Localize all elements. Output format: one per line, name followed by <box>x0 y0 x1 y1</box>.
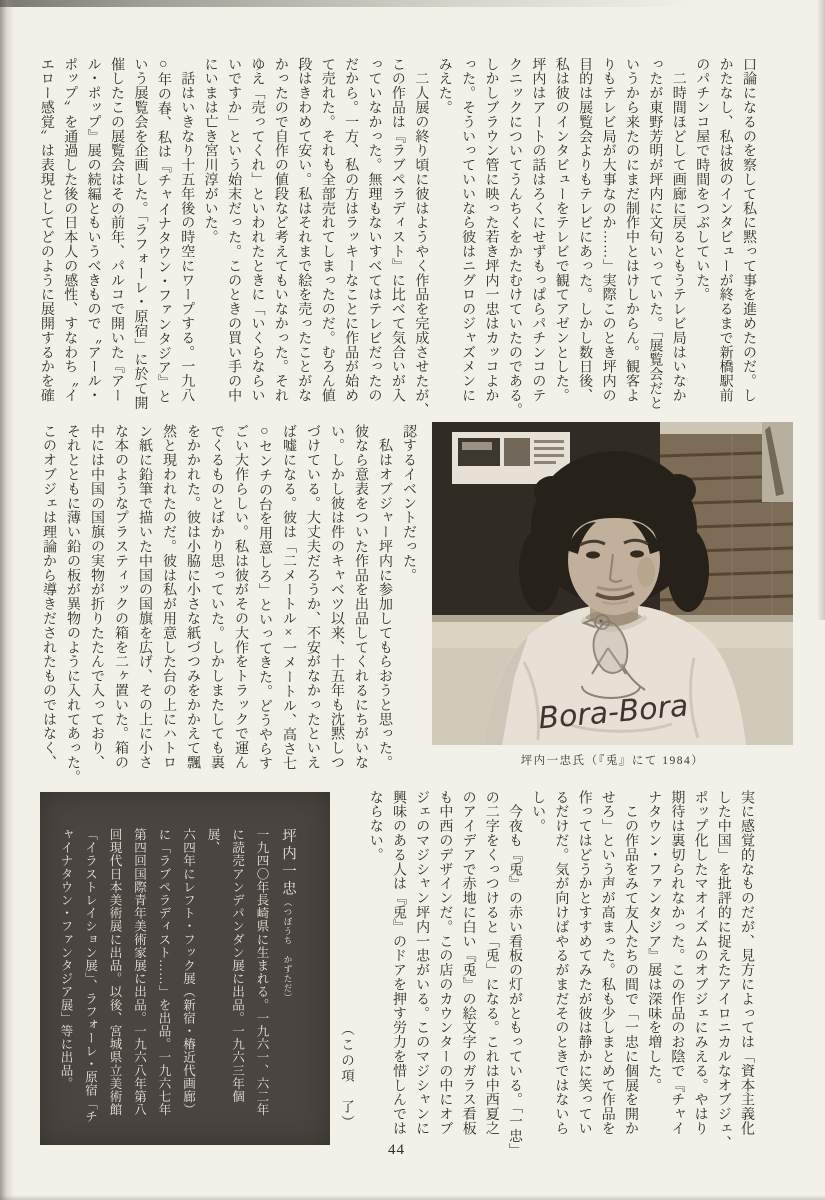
page-number: 44 <box>388 1142 405 1158</box>
text-line: ゆえ「売ってくれ」といわれたときに「いくらならい <box>249 57 265 403</box>
bio-line: 回現代日本美術展に出品。以後、宮城県立美術館 <box>108 828 122 1117</box>
text-line: りもテレビ局が大事なのか……」実際このとき坪内の <box>600 57 616 403</box>
text-line: ン紙に鉛筆で描いた中国の国旗を広げ、その上に小さ <box>137 424 152 770</box>
text-line: ル・ポップ』展の続編ともいうべきもので〝アール・ <box>85 57 101 403</box>
bio-name: 坪内一忠 <box>280 828 296 898</box>
bio-line: 「イラストレイション展」、ラフォーレ・原宿「チ <box>83 828 98 1124</box>
text-line: い。しかし彼は件のキャベツ以来、十五年も沈黙しつ <box>329 424 344 770</box>
text-line: せろ」という声が高まった。私も少しまとめて作品を <box>599 790 615 1136</box>
text-line: をかかれた。彼は小脇に小さな紙づつみをかかえて飄 <box>185 424 200 770</box>
text-line: この作品は『ラブペラディスト』に比べて気合いが入 <box>389 57 405 403</box>
text-line: 彼なら意表をついた作品を出品してくれるにちがいな <box>353 424 368 770</box>
text-line: 興味のある人は『兎』のドアを押す労力を惜しんでは <box>390 790 406 1136</box>
text-line: 然と現われたのだ。彼は私が用意した台の上にハトロ <box>161 424 176 770</box>
text-line: 中には中国の国旗の実物が折りたたんで入っており、 <box>89 424 104 770</box>
article-top-block <box>33 57 760 419</box>
photo-caption: 坪内一忠氏（『兎』にて 1984） <box>520 755 705 767</box>
text-line: な本のようなプラスティックの箱を二ヶ置いた。箱の <box>113 424 128 770</box>
text-line: クニックについてうんちくをかたむけていたのである。 <box>506 57 522 417</box>
text-line: このオブジェは理論から導きだされたものではなく、 <box>41 424 56 770</box>
bio-line: 第四回国際青年美術家展に出品。一九六八年第八 <box>132 828 147 1117</box>
article-middle-block <box>36 424 420 786</box>
text-line: 私は彼のインタビューをテレビで観てアゼンとした。 <box>553 57 569 403</box>
text-line: 二人展の終り頃に彼はようやく作品を完成させたが、 <box>413 57 429 417</box>
text-line: づけている。大丈夫だろうか、不安がなかったといえ <box>305 424 320 770</box>
text-line: ば嘘になる。彼は「二メートル×一メートル、高さ七 <box>281 424 296 771</box>
text-line: みえた。 <box>436 57 452 115</box>
text-line: だから。一方、私の方はラッキーなことに作品が始め <box>343 57 359 403</box>
text-line: 話はいきなり十五年後の時空にワープする。一九八 <box>179 57 195 403</box>
text-line: した中国」を批評的に捉えたアイロニカルなオブジェ、 <box>715 790 731 1150</box>
text-line: 今夜も『兎』の赤い看板の灯がともっている。「一忠」 <box>506 790 522 1158</box>
bio-line: ャイナタウン・ファンタジア展」等に出品。 <box>59 828 73 1090</box>
bio-furigana: （つぼうち かずただ） <box>283 898 293 1003</box>
text-line: も中西のデザインだ。この店のカウンターの中にオブ <box>437 790 453 1136</box>
bio-line: に読売アンデパンダン展に出品。一九六三年個展、 <box>206 828 245 1104</box>
article-bottom-block <box>364 790 758 1158</box>
text-line: るだけだ。気が向けばやるがまだそのときではないら <box>553 790 569 1136</box>
text-line: ポップ〟を通過した後の日本人の感性、すなわち〝イ <box>62 57 78 403</box>
bio-box <box>40 792 330 1145</box>
bio-text <box>59 828 302 1128</box>
text-line: にいまは亡き宮川淳がいた。 <box>202 57 218 245</box>
text-line: のアイデアで赤地に白い『兎』の絵文字のガラス看板 <box>460 790 476 1136</box>
text-line: 催したこの展覧会はその前年、パルコで開いた『アー <box>109 57 125 403</box>
text-line: いですか」という始末だった。このときの買い手の中 <box>226 57 242 403</box>
bio-header <box>274 828 302 1128</box>
text-line: 私はオブジャー坪内に参加してもらおうと思った。 <box>377 424 392 770</box>
text-line: それとともに薄い鉛の板が異物のように入れてあった。 <box>65 424 80 784</box>
text-line: ポップ化したマオイズムのオブジェにみえる。やはり <box>692 790 708 1136</box>
text-line: 段はきわめて安い。私はそれまで絵を売ったことがな <box>296 57 312 403</box>
text-line: 口論になるのを察して私に黙って事を進めたのだ。し <box>741 57 756 403</box>
scan-edge-bottom <box>0 1195 825 1200</box>
text-line: 実に感覚的なものだが、見方によっては「資本主義化 <box>739 790 754 1136</box>
text-line: でくるものとばかり思っていた。しかしまたしても裏 <box>209 424 224 770</box>
section-end-mark: （この項 了） <box>339 1022 354 1131</box>
shirt-text: Bora-Bora <box>537 688 690 737</box>
scan-edge-left <box>0 0 14 1200</box>
photo-image <box>432 422 793 745</box>
text-line: っていなかった。無理もないすべてはテレビだったの <box>366 57 382 403</box>
text-line: ○年の春、私は『チャイナタウン・ファンタジア』と <box>155 57 171 404</box>
text-line: ごい大作らしい。私は彼がその大作をトラックで運ん <box>233 424 248 770</box>
scan-edge-right <box>817 0 825 620</box>
text-line: かったので自作の値段など考えてもいなかった。それ <box>272 57 288 403</box>
text-line: いうから来たのにまだ制作中とはけしからん。観客よ <box>623 57 639 403</box>
text-line: 目的は展覧会よりもテレビにあった。しかし数日後、 <box>577 57 593 403</box>
text-line: しい。 <box>530 790 546 834</box>
text-line: った。そういっていいなら彼はニグロのジャズメンに <box>460 57 476 403</box>
text-line: て売れた。それも全部売れてしまったのだ。むろん値 <box>319 57 335 403</box>
text-line: 作ってはどうかとすすめてみたが彼は静かに笑ってい <box>576 790 592 1136</box>
text-line: 期待は裏切られなかった。この作品のお陰で『チャイ <box>669 790 685 1136</box>
bio-line: 六四年にレフト・フック展（新宿・椿近代画廊） <box>181 828 196 1117</box>
text-line: ジェのマジシャン坪内一忠がいる。このマジシャンに <box>414 790 430 1136</box>
scan-edge-top <box>0 0 825 7</box>
text-line: 二時間ほどして画廊に戻るともうテレビ局はいなか <box>670 57 686 403</box>
text-line: の二字をくっつけると「兎」になる。これは中西夏之 <box>483 790 499 1136</box>
text-line: 坪内はアートの話はろくにせずもっぱらパチンコのテ <box>530 57 546 403</box>
text-line: ナタウン・ファンタジア』展は深味を増した。 <box>646 790 662 1093</box>
bio-line: に「ラブペラディスト……」を出品。一九六七年 <box>157 828 171 1117</box>
bio-line: 一九四〇年長崎県に生まれる。一九六一、六二年 <box>255 828 269 1117</box>
text-line: エロー感覚〟は表現としてどのように展開するかを確 <box>38 57 54 403</box>
portrait-photo <box>432 422 793 768</box>
text-line: いう展覧会を企画した。「ラフォーレ・原宿」に於て開 <box>132 57 148 410</box>
text-line: のパチンコ屋で時間をつぶしていた。 <box>694 57 710 302</box>
text-line: しかしブラウン管に映った若き坪内一忠はカッコよか <box>483 57 499 403</box>
text-line: ならない。 <box>367 790 383 862</box>
text-line: 認するイベントだった。 <box>401 424 416 583</box>
text-line: この作品をみて友人たちの間で「一忠に個展を開か <box>622 790 638 1136</box>
text-line: ったが東野芳明が坪内に文句いっていた。「展覧会だと <box>647 57 663 410</box>
text-line: ○センチの台を用意しろ」といってきた。どうやらす <box>257 424 272 771</box>
text-line: かたなし、私は彼のインタビューが終るまで新橋駅前 <box>717 57 733 403</box>
